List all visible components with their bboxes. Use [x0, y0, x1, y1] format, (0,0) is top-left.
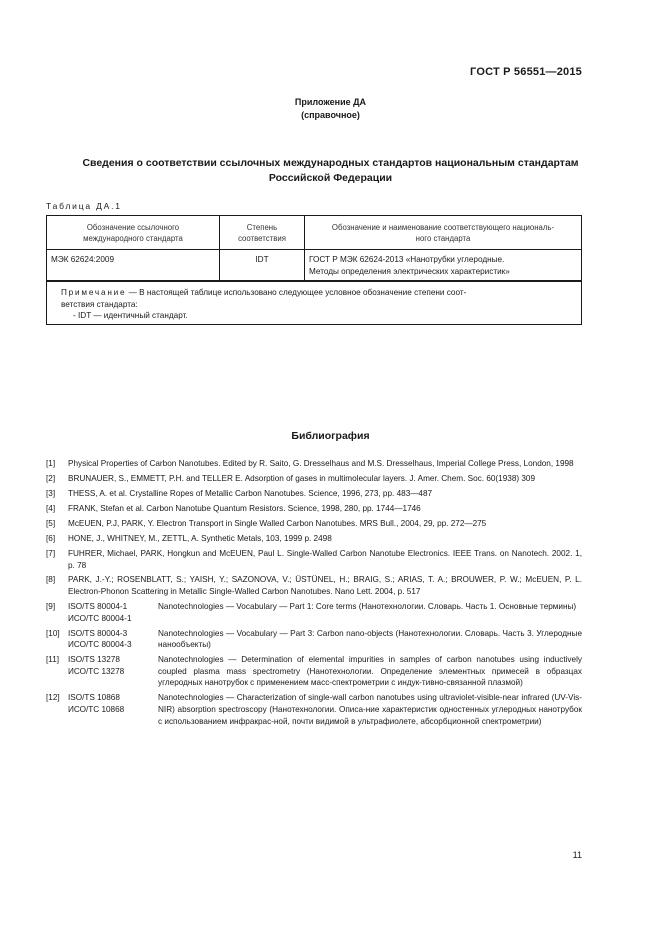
appendix-subtitle: (справочное) [301, 110, 360, 120]
note-line [61, 287, 575, 299]
ref-number: [7] [46, 548, 56, 558]
note-label: Примечание [61, 288, 127, 297]
table-row [47, 250, 582, 282]
cell-degree: IDT [220, 250, 305, 282]
ref-number: [3] [46, 488, 56, 498]
ref-code: ISO/TS 13278 [68, 655, 120, 665]
ref-text: THESS, A. et al. Crystalline Ropes of Metallic Carbon Nanotubes. Science, 1996, 273, pp. 483—487 [68, 488, 433, 498]
list-item [46, 503, 582, 515]
appendix-heading [0, 96, 661, 122]
header-intl-standard [47, 216, 220, 250]
ref-number: [5] [46, 518, 56, 528]
page-number: 11 [572, 850, 582, 860]
list-item [46, 473, 582, 485]
ref-number: [12] [46, 693, 60, 703]
ref-number: [4] [46, 503, 56, 513]
ref-number: [11] [46, 655, 60, 665]
table-note [47, 281, 582, 324]
list-item [46, 518, 582, 530]
ref-code: ISO/TS 10868 [68, 693, 120, 703]
header-line: Степень [246, 222, 278, 232]
header-national-standard [305, 216, 582, 250]
cell-national-standard [305, 250, 582, 282]
list-item [46, 601, 582, 624]
bibliography-list [46, 458, 582, 731]
list-item [46, 548, 582, 571]
appendix-title: Приложение ДА [294, 97, 367, 107]
header-line: Обозначение ссылочного [86, 222, 180, 232]
ref-code: ИСО/ТС 80004-1 [68, 613, 132, 623]
ref-code: ИСО/ТС 10868 [68, 704, 125, 714]
ref-text: Nanotechnologies — Vocabulary — Part 3: Carbon nano-objects (Нанотехнологии. Словарь. Часть 3. Углеродные нанообъекты) [158, 628, 582, 650]
list-item [46, 574, 582, 597]
note-line: ветствия стандарта: [61, 299, 138, 309]
section-title-line: Сведения о соответствии ссылочных международных стандартов национальным стандартам [82, 157, 579, 169]
ref-codes [68, 601, 158, 624]
document-code: ГОСТ Р 56551—2015 [470, 66, 582, 78]
header-line: международного стандарта [83, 233, 183, 243]
cell-line: ГОСТ Р МЭК 62624-2013 «Нанотрубки углеродные. [309, 255, 505, 264]
section-title [40, 156, 621, 186]
cell-line: Методы определения электрических характеристик» [309, 266, 510, 276]
ref-code: ИСО/ТС 13278 [68, 666, 125, 676]
table-header-row [47, 216, 582, 250]
ref-text: Nanotechnologies — Vocabulary — Part 1: Core terms (Нанотехнологии. Словарь. Часть 1. Основные термины) [158, 602, 577, 612]
ref-number: [2] [46, 473, 56, 483]
ref-number: [1] [46, 459, 56, 468]
list-item [46, 692, 582, 727]
correspondence-table [46, 215, 582, 325]
ref-text: Physical Properties of Carbon Nanotubes. Edited by R. Saito, G. Dresselhaus and M.S. Dresselhaus, Imperial College Press, London, 1998 [68, 459, 574, 468]
ref-text: PARK, J.-Y.; ROSENBLATT, S.; YAISH, Y.; SAZONOVA, V.; ÜSTÜNEL, H.; BRAIG, S.; ARIAS, T. A.; BROUWER, P. W.; McEUEN, P. L. Electron-Phonon Scattering in Metallic Single-Walled Carbon Nanotubes. Nano Lett. 2004, p. 517 [68, 575, 582, 597]
note-text: — В настоящей таблице использовано следующее условное обозначение степени соот- [126, 288, 467, 297]
ref-code: ISO/TS 80004-3 [68, 628, 128, 638]
header-line: ного стандарта [415, 233, 471, 243]
ref-number: [6] [46, 533, 56, 543]
ref-codes [68, 628, 158, 651]
list-item [46, 654, 582, 689]
ref-text: FRANK, Stefan et al. Carbon Nanotube Quantum Resistors. Science, 1998, 280, pp. 1744—1746 [68, 503, 421, 513]
ref-text: HONE, J., WHITNEY, M., ZETTL, A. Synthetic Metals, 103, 1999 p. 2498 [68, 533, 332, 543]
note-line: - IDT — идентичный стандарт. [73, 311, 188, 320]
list-item [46, 488, 582, 500]
ref-number: [9] [46, 602, 56, 612]
ref-number: [8] [46, 575, 56, 585]
table-note-row [47, 281, 582, 324]
table-caption: Таблица ДА.1 [46, 201, 122, 211]
ref-codes [68, 692, 158, 727]
ref-number: [10] [46, 628, 60, 638]
ref-text: FUHRER, Michael, PARK, Hongkun and McEUEN, Paul L. Single-Walled Carbon Nanotube Electronics. IEEE Trans. on Nanotech. 2002. 1, p. 78 [68, 548, 582, 570]
ref-codes [68, 654, 158, 689]
ref-text: McEUEN, P.J, PARK, Y. Electron Transport in Single Walled Carbon Nanotubes. MRS Bull., 2004, 29, pp. 272—275 [68, 518, 487, 528]
list-item [46, 533, 582, 545]
bibliography-title: Библиография [291, 430, 370, 442]
ref-text: BRUNAUER, S., EMMETT, P.H. and TELLER E. Adsorption of gases in multimolecular layers. J. Amer. Chem. Soc. 60(1938) 309 [68, 473, 536, 483]
list-item [46, 628, 582, 651]
ref-text: Nanotechnologies — Characterization of single-wall carbon nanotubes using ultraviolet-visible-near infrared (UV-Vis-NIR) absorption spectroscopy (Нанотехнологии. Описа-ние характеристик одностенных углеродных нанотрубок с использованием инфракрас-ной, почти видимой в ультрафиолете, абсорбционной спектрометрии) [158, 693, 582, 726]
list-item [46, 458, 582, 470]
section-title-line: Российской Федерации [268, 172, 393, 184]
cell-intl-standard: МЭК 62624:2009 [47, 250, 220, 282]
header-line: соответствия [238, 233, 286, 243]
ref-text: Nanotechnologies — Determination of elemental impurities in samples of carbon nanotubes using inductively coupled plasma mass spectrometry (Нанотехнологии. Определение элементных примесей в образцах углеродных нанотрубок с применением масс-спектрометрии с индук-тивно-связанной плазмой) [158, 655, 582, 688]
header-line: Обозначение и наименование соответствующего националь- [331, 222, 555, 232]
ref-code: ИСО/ТС 80004-3 [68, 640, 132, 650]
header-degree [220, 216, 305, 250]
ref-code: ISO/TS 80004-1 [68, 602, 128, 612]
